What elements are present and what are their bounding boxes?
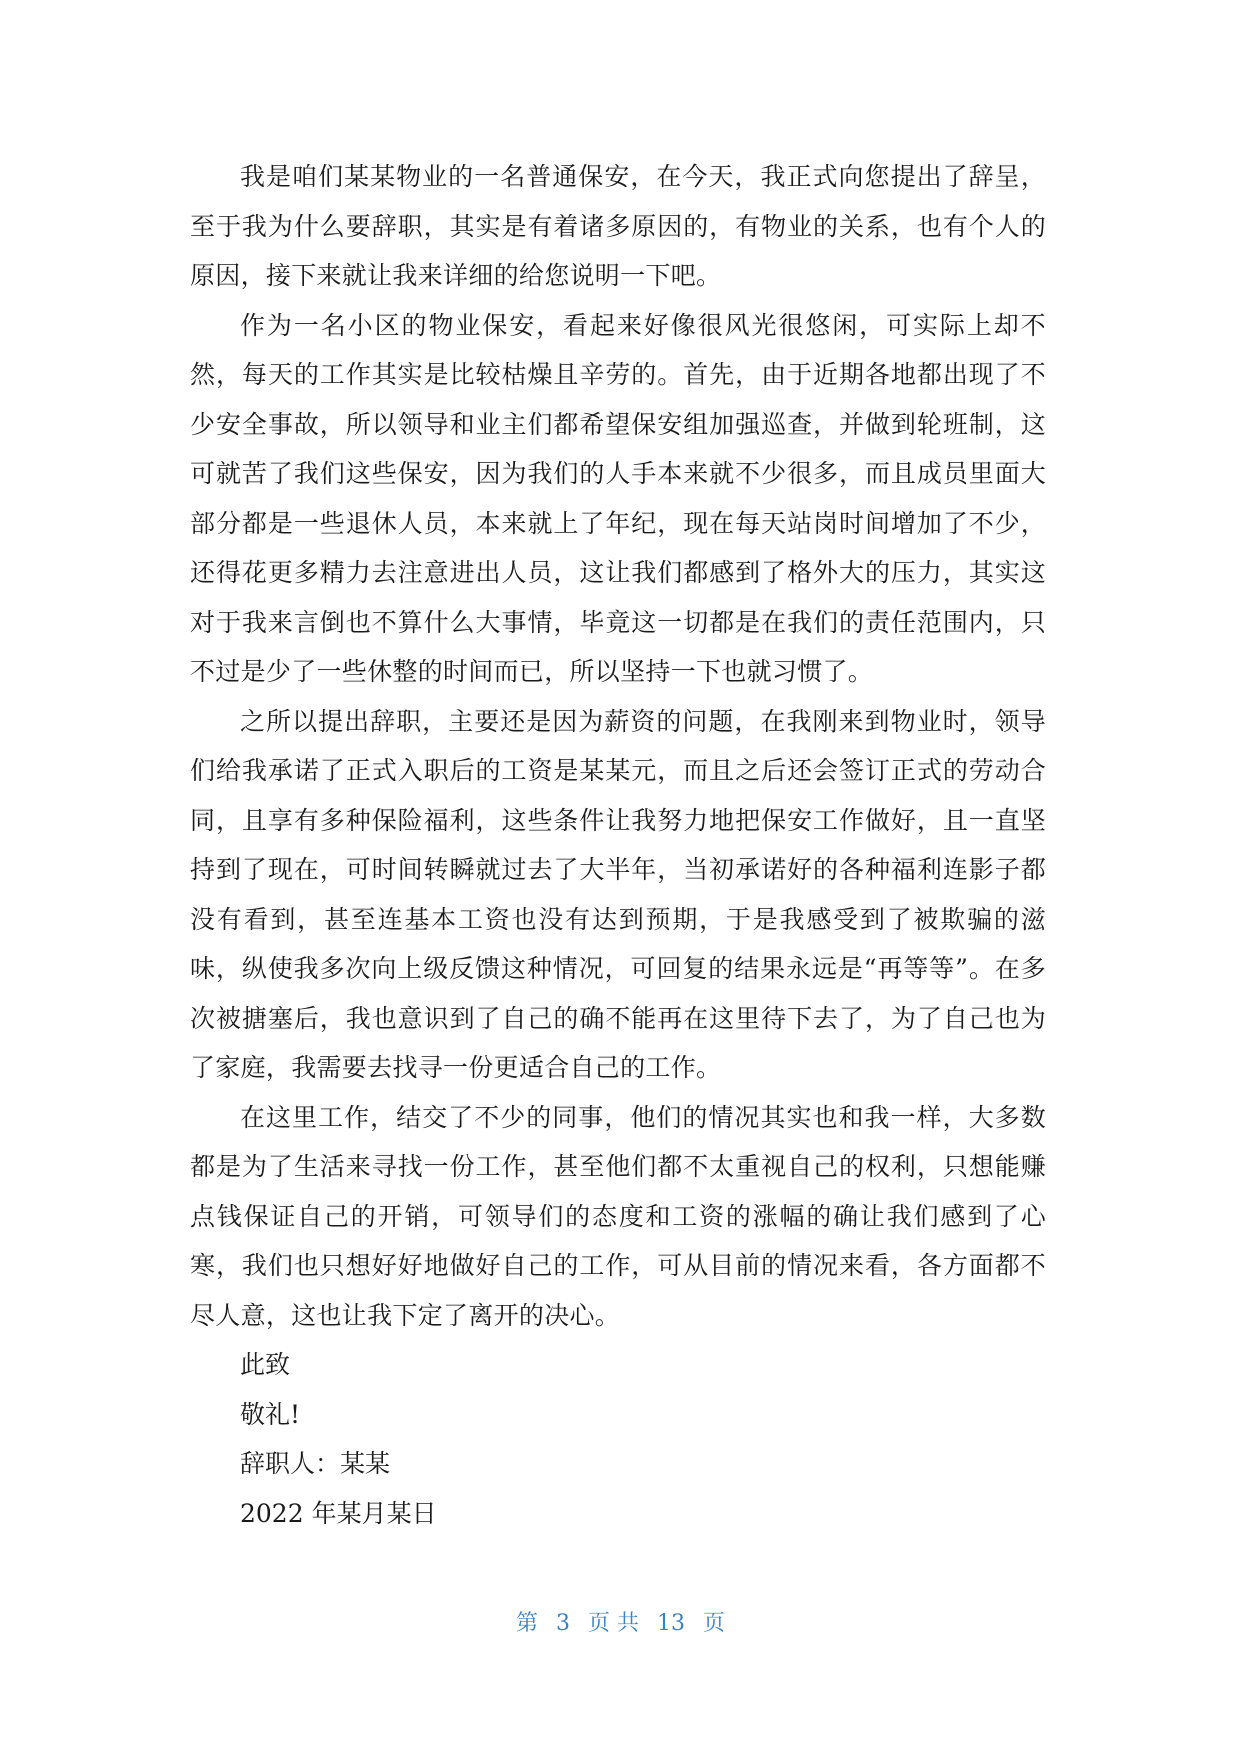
paragraph-work-conditions: 作为一名小区的物业保安，看起来好像很风光很悠闲，可实际上却不然，每天的工作其实是比较枯燥且辛劳的。首先，由于近期各地都出现了不少安全事故，所以领导和业主们都希望保安组加强巡查，并做到轮班制，这可就苦了我们这些保安，因为我们的人手本来就不少很多，而且成员里面大部分都是一些退休人员，本来就上了年纪，现在每天站岗时间增加了不少，还得花更多精力去注意进出人员，这让我们都感到了格外大的压力，其实这对于我来言倒也不算什么大事情，毕竟这一切都是在我们的责任范围内，只不过是少了一些休整的时间而已，所以坚持一下也就习惯了。 xyxy=(190,310,1046,686)
date-line: 2022 年某月某日 xyxy=(240,1498,437,1528)
paragraph-colleagues: 在这里工作，结交了不少的同事，他们的情况其实也和我一样，大多数都是为了生活来寻找一份工作，甚至他们都不太重视自己的权利，只想能赚点钱保证自己的开销，可领导们的态度和工资的涨幅的确让我们感到了心寒，我们也只想好好地做好自己的工作，可从目前的情况来看，各方面都不尽人意，这也让我下定了离开的决心。 xyxy=(190,1102,1046,1330)
footer-total-pages: 13 xyxy=(657,1611,685,1636)
footer-suffix: 页 xyxy=(703,1611,726,1636)
signature-line: 辞职人：某某 xyxy=(240,1449,391,1478)
footer-current-page: 3 xyxy=(556,1611,570,1636)
paragraph-intro: 我是咱们某某物业的一名普通保安，在今天，我正式向您提出了辞呈，至于我为什么要辞职，其实是有着诸多原因的，有物业的关系，也有个人的原因，接下来就让我来详细的给您说明一下吧。 xyxy=(190,162,1046,290)
paragraph-salary-reason: 之所以提出辞职，主要还是因为薪资的问题，在我刚来到物业时，领导们给我承诺了正式入职后的工资是某某元，而且之后还会签订正式的劳动合同，且享有多种保险福利，这些条件让我努力地把保安工作做好，且一直坚持到了现在，可时间转瞬就过去了大半年，当初承诺好的各种福利连影子都没有看到，甚至连基本工资也没有达到预期，于是我感受到了被欺骗的滋味，纵使我多次向上级反馈这种情况，可回复的结果永远是“再等等”。在多次被搪塞后，我也意识到了自己的确不能再在这里待下去了，为了自己也为了家庭，我需要去找寻一份更适合自己的工作。 xyxy=(190,706,1046,1082)
letter-body xyxy=(190,152,1046,1538)
footer-prefix: 第 xyxy=(515,1611,538,1636)
footer-middle: 页 共 xyxy=(588,1611,639,1636)
closing-salutation: 此致 xyxy=(240,1350,291,1379)
page-number-footer xyxy=(0,1606,1241,1637)
closing-regards: 敬礼! xyxy=(240,1399,301,1429)
